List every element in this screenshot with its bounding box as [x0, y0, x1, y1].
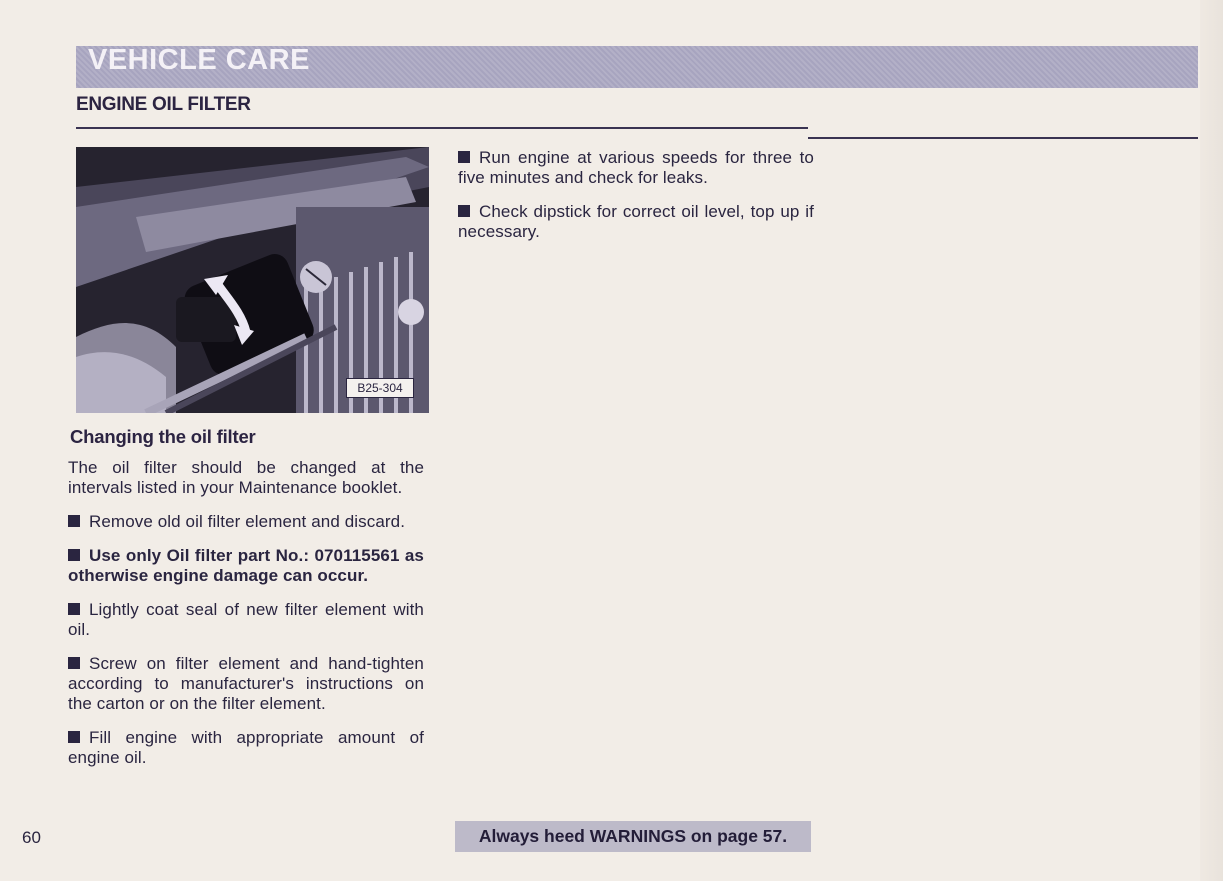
list-item: Lightly coat seal of new filter element with oil.: [68, 600, 424, 639]
bullet-icon: [68, 549, 80, 561]
bullet-icon: [458, 151, 470, 163]
list-item: Run engine at various speeds for three to five minutes and check for leaks.: [458, 148, 814, 187]
subheading: Changing the oil filter: [70, 426, 256, 447]
section-title: ENGINE OIL FILTER: [76, 94, 251, 115]
page-edge: [1200, 0, 1223, 881]
right-column: [458, 148, 814, 256]
list-item-caution: Use only Oil filter part No.: 070115561 as otherwise engine damage can occur.: [68, 546, 424, 585]
left-column: [68, 426, 424, 782]
bullet-icon: [68, 657, 80, 669]
bullet-icon: [68, 731, 80, 743]
page-number: 60: [22, 828, 41, 847]
list-item: Check dipstick for correct oil level, top up if necessary.: [458, 202, 814, 241]
divider: [808, 137, 1198, 139]
intro-paragraph: The oil filter should be changed at the intervals listed in your Maintenance booklet.: [68, 458, 424, 497]
list-item: Screw on filter element and hand-tighten according to manufacturer's instructions on the carton or on the filter element.: [68, 654, 424, 713]
list-item: Fill engine with appropriate amount of engine oil.: [68, 728, 424, 767]
divider: [76, 127, 808, 129]
bullet-icon: [68, 603, 80, 615]
oil-filter-photo: [76, 147, 429, 413]
chapter-title: VEHICLE CARE: [88, 44, 310, 76]
figure-code-label: B25-304: [346, 378, 414, 398]
bullet-icon: [68, 515, 80, 527]
list-item: Remove old oil filter element and discard.: [68, 512, 424, 532]
warning-banner: Always heed WARNINGS on page 57.: [455, 821, 811, 852]
bullet-icon: [458, 205, 470, 217]
